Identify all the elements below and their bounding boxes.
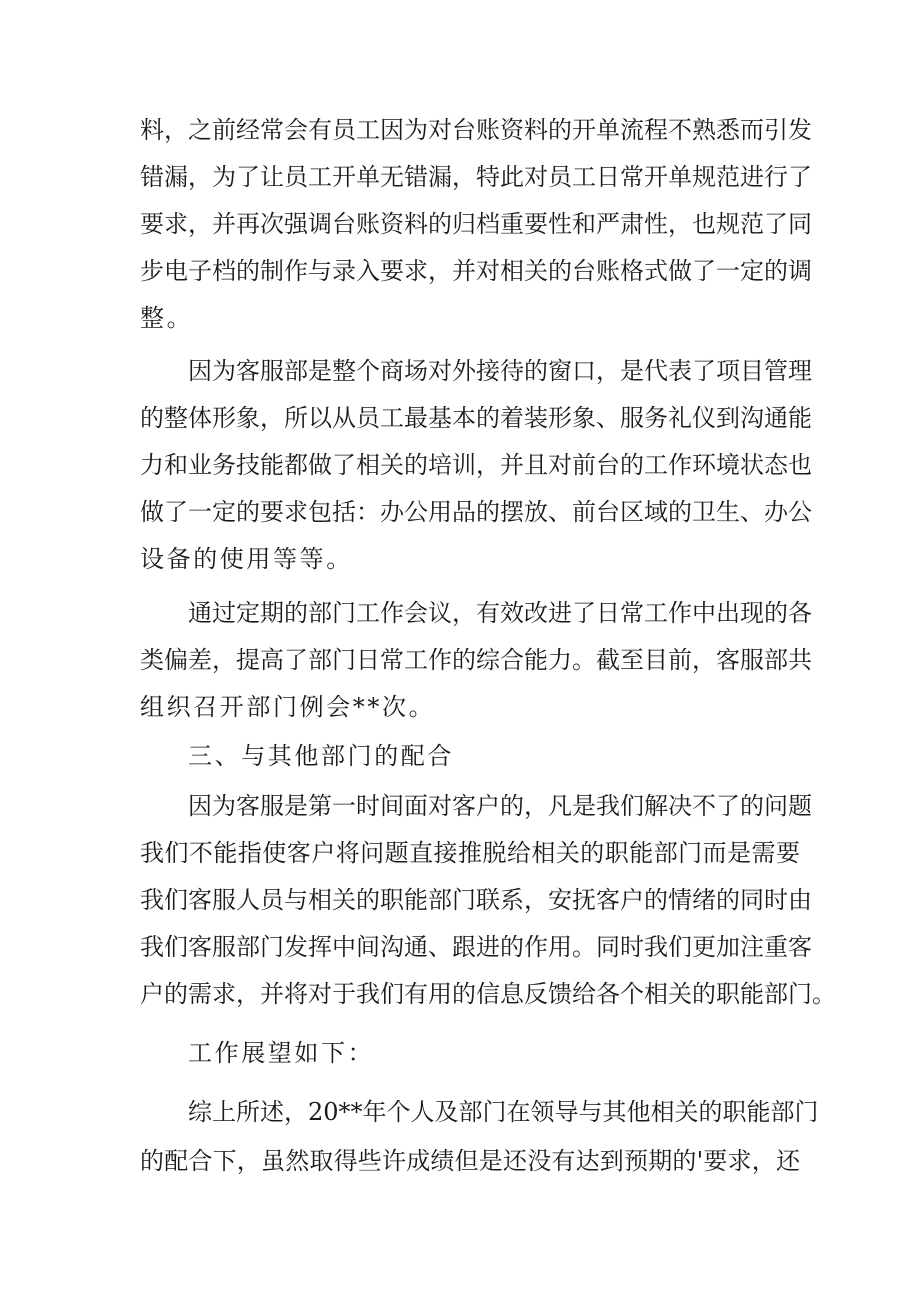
text-line: 综上所述，20**年个人及部门在领导与其他相关的职能部门 [188, 1098, 819, 1126]
text-line: 的整体形象，所以从员工最基本的着装形象、服务礼仪到沟通能 [140, 404, 812, 432]
text-line: 我们客服人员与相关的职能部门联系，安抚客户的情绪的同时由 [140, 886, 812, 914]
text-line: 组织召开部门例会**次。 [140, 693, 436, 721]
text-line: 力和业务技能都做了相关的培训，并且对前台的工作环境状态也 [140, 451, 812, 479]
text-line: 做了一定的要求包括：办公用品的摆放、前台区域的卫生、办公 [140, 498, 812, 526]
text-line: 因为客服是第一时间面对客户的，凡是我们解决不了的问题 [188, 792, 812, 820]
text-line: 通过定期的部门工作会议，有效改进了日常工作中出现的各 [188, 599, 812, 627]
text-line: 步电子档的制作与录入要求，并对相关的台账格式做了一定的调 [140, 257, 812, 285]
section-heading: 三、与其他部门的配合 [188, 742, 454, 770]
text-line: 因为客服部是整个商场对外接待的窗口，是代表了项目管理 [188, 357, 812, 385]
text-line: 我们不能指使客户将问题直接推脱给相关的职能部门而是需要 [140, 839, 800, 867]
text-line: 要求，并再次强调台账资料的归档重要性和严肃性，也规范了同 [140, 210, 812, 238]
text-line: 整。 [140, 304, 194, 332]
text-line: 料，之前经常会有员工因为对台账资料的开单流程不熟悉而引发 [140, 116, 812, 144]
text-line: 的配合下，虽然取得些许成绩但是还没有达到预期的'要求，还 [140, 1147, 800, 1175]
text-line: 我们客服部门发挥中间沟通、跟进的作用。同时我们更加注重客 [140, 933, 812, 961]
text-line: 错漏，为了让员工开单无错漏，特此对员工日常开单规范进行了 [140, 163, 812, 191]
outlook-heading: 工作展望如下： [188, 1039, 375, 1067]
text-line: 设备的使用等等。 [140, 545, 353, 573]
text-line: 户的需求，并将对于我们有用的信息反馈给各个相关的职能部门。 [140, 980, 836, 1008]
text-line: 类偏差，提高了部门日常工作的综合能力。截至目前，客服部共 [140, 646, 812, 674]
